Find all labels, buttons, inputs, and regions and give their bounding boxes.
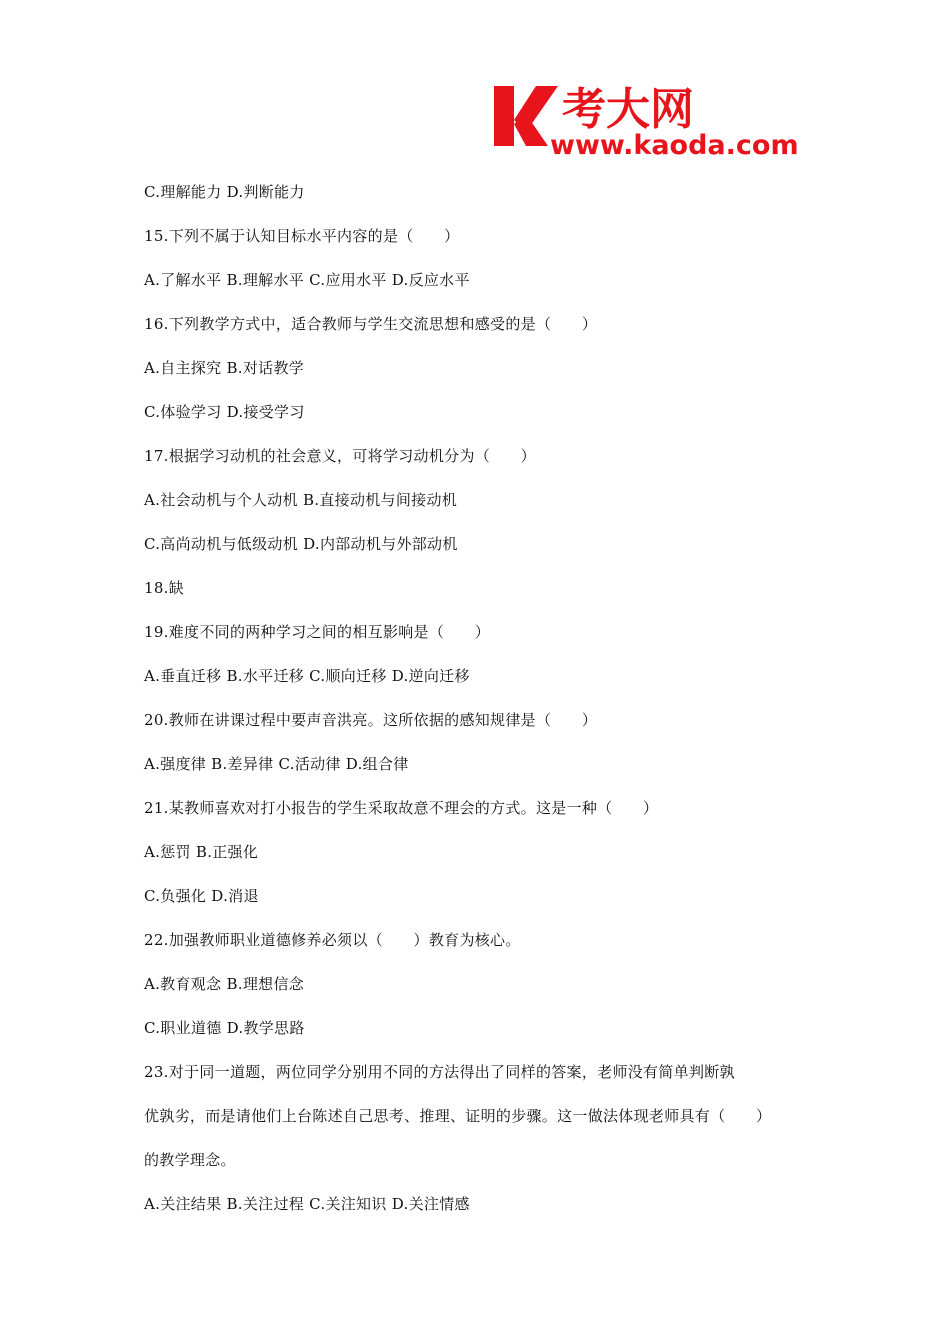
option-line: A.教育观念 B.理想信念 (144, 975, 305, 993)
logo-title: 考大网 (562, 84, 694, 135)
option-line: C.职业道德 D.教学思路 (144, 1019, 305, 1037)
question-text (144, 170, 824, 1226)
option-line: C.理解能力 D.判断能力 (144, 183, 305, 201)
option-line: C.高尚动机与低级动机 D.内部动机与外部动机 (144, 535, 458, 553)
question-line: 23.对于同一道题，两位同学分别用不同的方法得出了同样的答案，老师没有简单判断孰 (144, 1063, 735, 1081)
kaoda-logo (492, 80, 812, 160)
question-line: 20.教师在讲课过程中要声音洪亮。这所依据的感知规律是（ ） (144, 711, 598, 729)
question-line: 17.根据学习动机的社会意义，可将学习动机分为（ ） (144, 447, 536, 465)
option-line: C.负强化 D.消退 (144, 887, 259, 905)
option-line: A.社会动机与个人动机 B.直接动机与间接动机 (144, 491, 458, 509)
option-line: A.了解水平 B.理解水平 C.应用水平 D.反应水平 (144, 271, 470, 289)
option-line: A.垂直迁移 B.水平迁移 C.顺向迁移 D.逆向迁移 (144, 667, 470, 685)
logo-url: www.kaoda.com (550, 130, 799, 160)
question-line: 19.难度不同的两种学习之间的相互影响是（ ） (144, 623, 491, 641)
option-line: C.体验学习 D.接受学习 (144, 403, 305, 421)
question-line: 优孰劣，而是请他们上台陈述自己思考、推理、证明的步骤。这一做法体现老师具有（ ） (144, 1107, 772, 1125)
question-line: 21.某教师喜欢对打小报告的学生采取故意不理会的方式。这是一种（ ） (144, 799, 659, 817)
question-line: 的教学理念。 (144, 1151, 236, 1169)
option-line: A.自主探究 B.对话教学 (144, 359, 305, 377)
question-line: 15.下列不属于认知目标水平内容的是（ ） (144, 227, 460, 245)
question-line: 16.下列教学方式中，适合教师与学生交流思想和感受的是（ ） (144, 315, 598, 333)
option-line: A.关注结果 B.关注过程 C.关注知识 D.关注情感 (144, 1195, 470, 1213)
kaoda-logo-graphic (492, 80, 812, 160)
option-line: A.强度律 B.差异律 C.活动律 D.组合律 (144, 755, 409, 773)
question-line: 22.加强教师职业道德修养必须以（ ）教育为核心。 (144, 931, 521, 949)
option-line: A.惩罚 B.正强化 (144, 843, 259, 861)
question-line: 18.缺 (144, 579, 185, 597)
